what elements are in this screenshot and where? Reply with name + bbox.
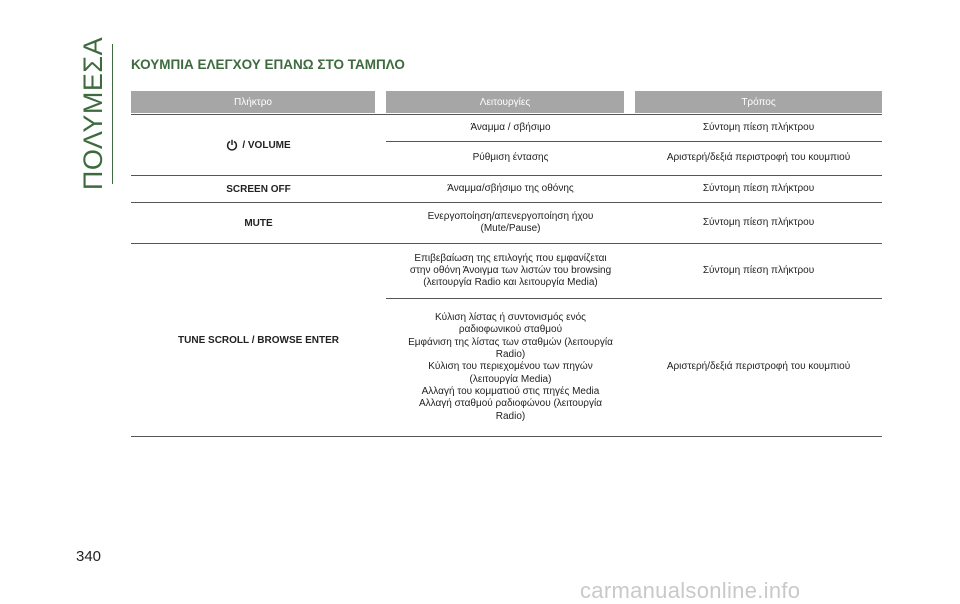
table-subrow — [386, 298, 882, 436]
watermark: carmanualsonline.info — [580, 578, 801, 603]
function-cell: Κύλιση λίστας ή συντονισμός ενός ραδιοφωνικού σταθμού Εμφάνιση της λίστας των σταθμών (λειτουργία Radio) Κύλιση του περιεχομένου των πηγών (λειτουργία Media) Αλλαγή του κομματιού στις πηγές Media Αλλαγή σταθμού ραδιοφώνου (λειτουργία Radio) — [408, 312, 613, 422]
key-cell: SCREEN OFF — [226, 183, 291, 195]
method-cell: Σύντομη πίεση πλήκτρου — [702, 216, 815, 228]
method-cell: Αριστερή/δεξιά περιστροφή του κουμπιού — [666, 152, 851, 164]
function-cell: Άναμμα/σβήσιμο της οθόνης — [447, 182, 574, 194]
function-cell: Επιβεβαίωση της επιλογής που εμφανίζεται στην οθόνη Άνοιγμα των λιστών του browsing (λειτουργία Radio και λειτουργία Media) — [409, 252, 612, 289]
controls-table — [131, 91, 882, 437]
key-cell: MUTE — [244, 217, 273, 229]
header-method: Τρόπος — [635, 91, 882, 113]
method-cell: Αριστερή/δεξιά περιστροφή του κουμπιού — [666, 361, 851, 373]
table-row — [131, 244, 882, 437]
table-row — [131, 203, 882, 244]
page-heading: ΚΟΥΜΠΙΑ ΕΛΕΓΧΟΥ ΕΠΑΝΩ ΣΤΟ ΤΑΜΠΛΟ — [131, 57, 405, 72]
method-cell: Σύντομη πίεση πλήκτρου — [702, 264, 815, 276]
method-cell: Σύντομη πίεση πλήκτρου — [702, 121, 815, 133]
header-key: Πλήκτρο — [131, 91, 375, 113]
table-subrow — [386, 141, 882, 175]
table-row — [131, 114, 882, 176]
power-icon — [226, 139, 238, 151]
page-number: 340 — [76, 548, 102, 565]
table-header — [131, 91, 882, 113]
table-row — [131, 176, 882, 203]
section-title: ΠΟΛΥΜΕΣΑ — [78, 36, 109, 190]
table-subrow — [386, 115, 882, 141]
key-cell: / VOLUME — [131, 115, 386, 175]
function-cell: Ενεργοποίηση/απενεργοποίηση ήχου (Mute/Pause) — [427, 210, 594, 234]
header-function: Λειτουργίες — [386, 91, 624, 113]
key-cell: TUNE SCROLL / BROWSE ENTER — [178, 334, 339, 346]
section-divider — [112, 44, 113, 184]
function-cell: Ρύθμιση έντασης — [472, 152, 549, 164]
table-subrow — [386, 244, 882, 298]
method-cell: Σύντομη πίεση πλήκτρου — [702, 182, 815, 194]
function-cell: Άναμμα / σβήσιμο — [470, 121, 551, 133]
